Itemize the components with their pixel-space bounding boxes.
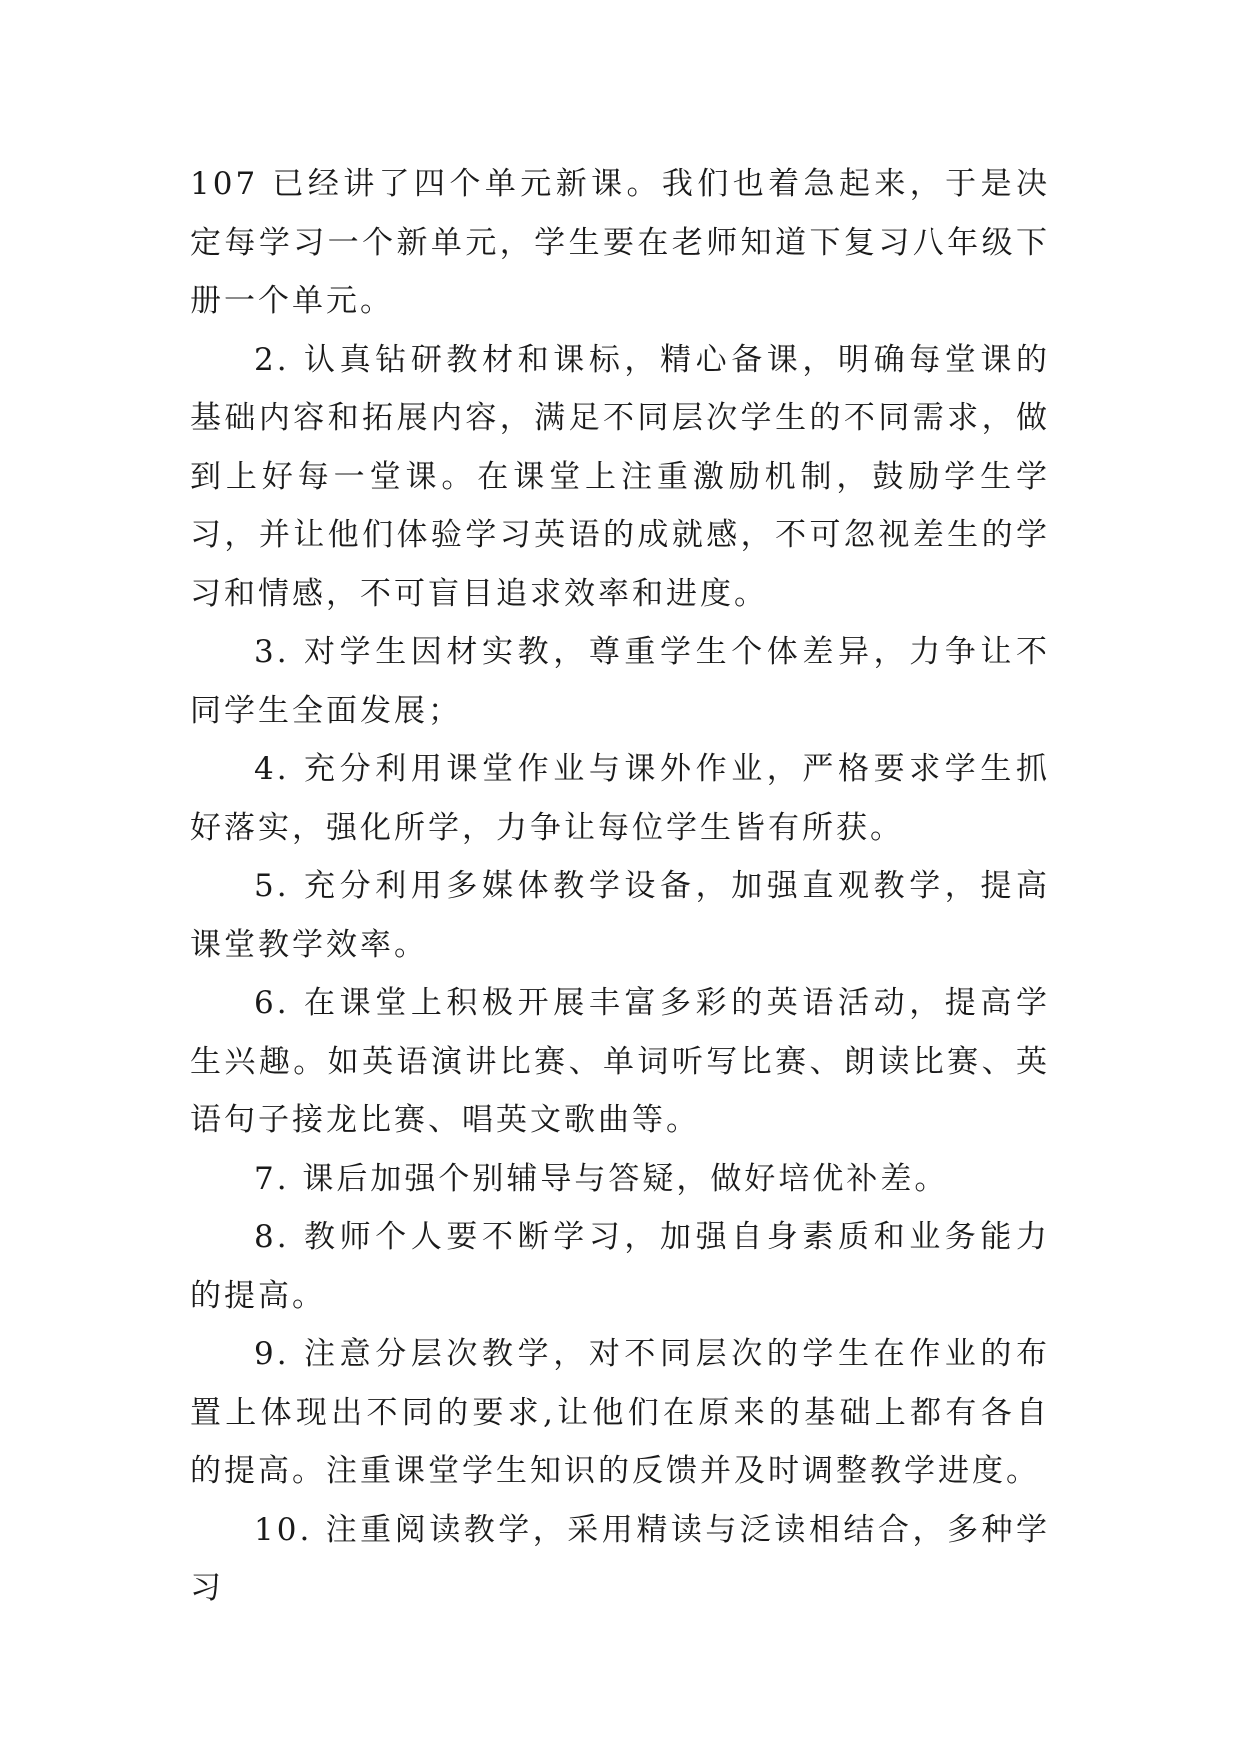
paragraph-continuation: 107 已经讲了四个单元新课。我们也着急起来，于是决定每学习一个新单元，学生要在老师知道下复习八年级下册一个单元。 (190, 166, 1050, 319)
paragraph-item-4: 4. 充分利用课堂作业与课外作业，严格要求学生抓好落实，强化所学，力争让每位学生皆有所获。 (190, 751, 1050, 846)
paragraph-item-8: 8. 教师个人要不断学习，加强自身素质和业务能力的提高。 (190, 1219, 1050, 1314)
paragraph-item-3: 3. 对学生因材实教，尊重学生个体差异，力争让不同学生全面发展； (190, 634, 1050, 729)
document-body (190, 155, 1050, 1618)
paragraph-item-9: 9. 注意分层次教学，对不同层次的学生在作业的布置上体现出不同的要求,让他们在原来的基础上都有各自的提高。注重课堂学生知识的反馈并及时调整教学进度。 (190, 1336, 1050, 1489)
paragraph-item-6: 6. 在课堂上积极开展丰富多彩的英语活动，提高学生兴趣。如英语演讲比赛、单词听写比赛、朗读比赛、英语句子接龙比赛、唱英文歌曲等。 (190, 985, 1050, 1138)
paragraph-item-2: 2. 认真钻研教材和课标，精心备课，明确每堂课的基础内容和拓展内容，满足不同层次学生的不同需求，做到上好每一堂课。在课堂上注重激励机制，鼓励学生学习，并让他们体验学习英语的成就感，不可忽视差生的学习和情感，不可盲目追求效率和进度。 (190, 341, 1050, 612)
paragraph-item-10: 10. 注重阅读教学，采用精读与泛读相结合，多种学习 (190, 1511, 1050, 1606)
paragraph-item-5: 5. 充分利用多媒体教学设备，加强直观教学，提高课堂教学效率。 (190, 868, 1050, 963)
paragraph-item-7: 7. 课后加强个别辅导与答疑，做好培优补差。 (254, 1160, 949, 1197)
